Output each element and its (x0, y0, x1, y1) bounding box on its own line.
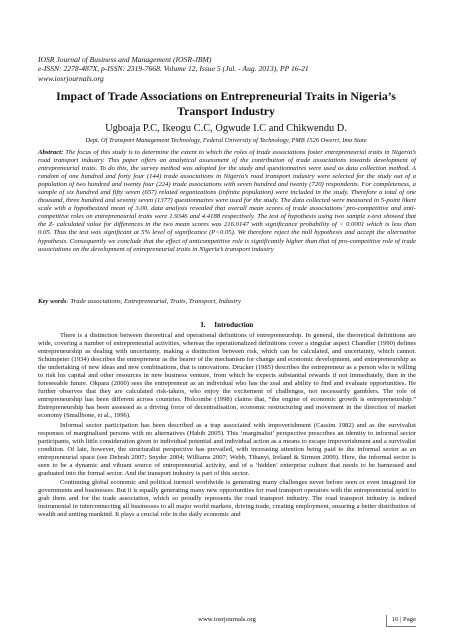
body-paragraph-2: Informal sector participation has been described as a trap associated with impoverishment (Cassim 1982) and as the survivalist responses of marginalised persons with no alternatives (Habib 2005). This ‘marginalist’ perspective prescribes an identity to informal sector participants, with little consideration given to individual potential and individual action as a means to escape impoverishment and a survivalist condition. Of late, however, the structuralist perspective has prevailed, with increasing attention being paid to the informal sector as an entrepreneurial space (see Debrah 2007; Snyder 2004; Williams 2007; Webb, Tihanyi, Ireland & Sirmon 2009). Here, the informal sector is seen to be a dynamic and vibrant source of entrepreneurial activity, and of a ‘hidden’ enterprise culture that needs to be harnessed and graduated into the formal sector. And the transport industry is part of this sector. (38, 421, 416, 477)
abstract-text: The focus of this study is to determine the extent to which the roles of trade associations foster entrepreneurial traits in Nigeria’s road transport industry. This paper offers an analytical assessment of the contribution of trade associations towards development of entrepreneurial traits. To do this, the survey method was adopted for the study and questionnaires were used as data collection method. A random of one hundred and forty four (144) trade associations in Nigeria’s road transport industry were selected for the study out of a population of two hundred and twenty four (224) trade associations with seven hundred and twenty (720) respondents. For completeness, a sample of six hundred and fifty seven (657) related organizations (infinite population) were included in the study. Therefore a total of one thousand, three hundred and seventy seven (1377) questionnaires were used for the study. The data collected were measured in 5-point likert scale with a hypothesized mean of 3.00. data analysis revealed that overall mean scores of trade associations’ pro-competitive and anti-competitive roles on entrepreneurial traits were 1.9346 and 4.4188 respectively. The test of hypothesis using two sample z-test showed that the Z- calculated value for differences in the two mean scores was 216.0147 with significance probability of < 0.0001 which is less than 0.05. Thus the test was significant at 5% level of significance (P<0.05). We therefore reject the null hypothesis and accept the alternative hypothesis. Consequently we conclude that the effect of anticompetitive role is significantly higher than that of pro-competitive role of trade associations on the development of entrepreneurial traits in Nigeria’s transport industry (38, 149, 416, 253)
abstract (38, 149, 416, 254)
footer-website: www.iosrjournals.org (198, 616, 256, 623)
journal-name: IOSR Journal of Business and Management (IOSR-JBM) (38, 55, 212, 64)
page-number: 16 | Page (386, 615, 416, 627)
body-paragraph-3: Continuing global economic and political turmoil worldwide is generating many challenges never before seen or even imagined for governments and businesses. But it is equally generating many new opportunities for road transport operators with the entrepreneurial spirit to grab them and for the trade association, which so proudly represents the road transport industry. The road transport industry is indeed instrumental in interconnecting all businesses to all major world markets, driving trade, creating employment, ensuring a better distribution of wealth and uniting mankind. It plays a crucial role in the daily economic and (38, 478, 416, 519)
journal-website: www.iosrjournals.org (38, 73, 104, 83)
section-heading (38, 321, 416, 330)
paper-title: Impact of Trade Associations on Entrepreneurial Traits in Nigeria’s Transport Industry (56, 89, 396, 118)
journal-issn: e-ISSN: 2278-487X, p-ISSN: 2319-7668. Volume 12, Issue 5 (Jul. - Aug. 2013), PP 16-21 (38, 64, 309, 74)
journal-header (38, 55, 418, 83)
section-title: Introduction (214, 321, 254, 329)
section-number: I. (200, 321, 206, 329)
keywords (38, 298, 416, 306)
body-paragraph-1: There is a distinction between theoretical and operational definitions of entrepreneurship. In general, the theoretical definitions are wide, covering a number of entrepreneurial activities, whereas the operationalized definitions cover a singular aspect Chandler (1990) defines entrepreneurship as dealing with uncertainty, making a distinction between risk, which can be calculated, and uncertainty, which cannot. Schumpeter (1934) describes the entrepreneur as the bearer of the mechanism for change and economic development, and entrepreneurship as the undertaking of new ideas and new combinations, that is innovations. Drucker (1985) describes the entrepreneur as a person who is willing to risk his capital and other resources in new business venture, from which he expects substantial rewards if not immediately, then in the foreseeable future. Okpara (2000) sees the entrepreneur as an individual who has the zeal and ability to find and evaluate opportunities. He further observes that they are calculated risk-takers, who enjoy the excitement of challenges, not necessarily gamblers. The role of entrepreneurship has been different across countries. Holcombe (1998) claims that, “the engine of economic growth is entrepreneurship.” Entrepreneurship has been assessed as a driving force of decentralisation, economic restructuring and movement in the direction of market economy (Smallbone, et al., 1996). (38, 332, 416, 420)
keywords-label: Key words (38, 298, 67, 305)
page-footer (38, 615, 416, 627)
abstract-label: Abstract: (38, 149, 64, 156)
body-text (38, 332, 416, 520)
author-affiliation: Dept. Of Transport Management Technology, Federal University of Technology, PMB 1526 Owerri, Imo State (85, 137, 367, 144)
paper-authors: Ugboaja P.C, Ikeogu C.C, Ogwude I.C and Chikwendu D. (105, 123, 347, 134)
keywords-text: : Trade associations, Entrepreneurial, Traits, Transport, Industry (66, 298, 241, 305)
